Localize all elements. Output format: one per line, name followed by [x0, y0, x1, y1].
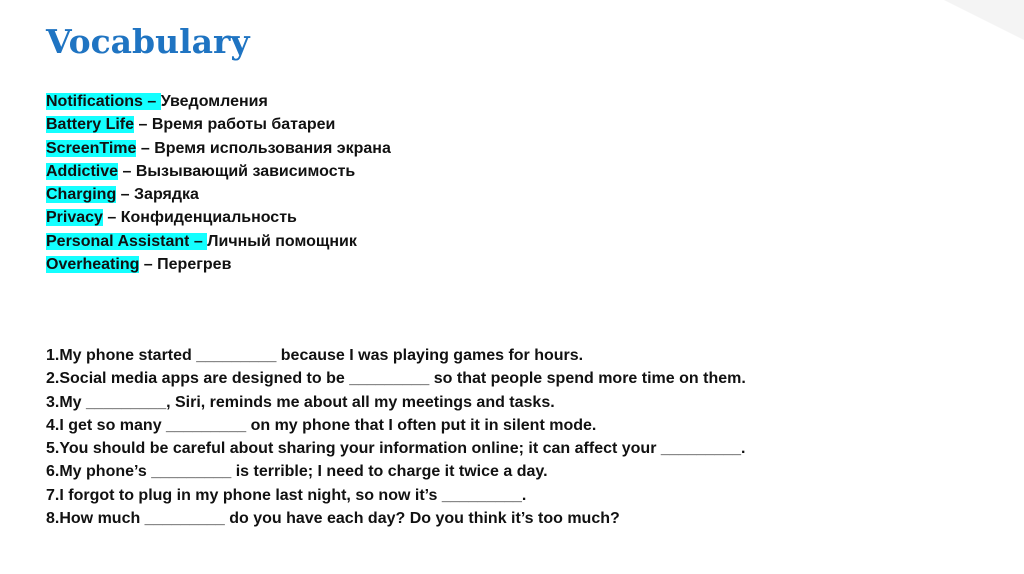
vocab-dash: – [136, 139, 155, 157]
vocab-term: Battery Life [46, 116, 135, 134]
vocab-dash: – [139, 256, 158, 274]
vocab-term: ScreenTime [46, 139, 137, 157]
vocab-term: Notifications [46, 93, 143, 110]
vocab-dash: – [102, 209, 121, 227]
vocab-item [46, 90, 391, 113]
exercise-list [46, 344, 746, 530]
exercise-item: 6.My phone’s _________ is terrible; I need to charge it twice a day. [46, 463, 548, 481]
exercise-item: 2.Social media apps are designed to be _________ so that people spend more time on them. [46, 370, 746, 388]
exercise-item: 1.My phone started _________ because I was playing games for hours. [46, 347, 584, 364]
vocab-translation: Конфиденциальность [120, 209, 297, 227]
vocab-translation: Время использования экрана [154, 139, 391, 157]
vocab-term: Charging [46, 186, 117, 204]
vocab-translation: Вызывающий зависимость [135, 162, 356, 180]
vocab-item [46, 137, 391, 160]
vocab-translation: Уведомления [160, 93, 268, 110]
vocab-item [46, 183, 391, 206]
vocab-dash: – [142, 93, 161, 110]
vocabulary-list [46, 90, 391, 276]
corner-decoration [944, 0, 1024, 40]
vocab-dash: – [116, 186, 135, 204]
vocab-translation: Время работы батареи [151, 116, 336, 134]
vocab-item [46, 160, 391, 183]
exercise-item: 8.How much _________ do you have each day? Do you think it’s too much? [46, 510, 620, 528]
vocab-translation: Личный помощник [207, 232, 357, 250]
vocab-translation: Зарядка [134, 186, 199, 204]
vocab-term: Addictive [46, 162, 119, 180]
vocab-term: Overheating [46, 256, 140, 274]
vocab-translation: Перегрев [157, 256, 232, 274]
vocab-item [46, 230, 391, 253]
vocab-term: Personal Assistant [46, 232, 190, 250]
exercise-item: 3.My _________, Siri, reminds me about all my meetings and tasks. [46, 393, 555, 411]
exercise-item: 4.I get so many _________ on my phone that I often put it in silent mode. [46, 416, 597, 434]
vocab-term: Privacy [46, 209, 103, 227]
vocab-dash: – [118, 162, 136, 180]
vocab-dash: – [189, 232, 208, 250]
exercise-item: 7.I forgot to plug in my phone last night, so now it’s _________. [46, 486, 527, 504]
vocab-item [46, 253, 391, 276]
vocab-item [46, 113, 391, 136]
exercise-item: 5.You should be careful about sharing your information online; it can affect your _________. [46, 440, 746, 458]
slide-title: Vocabulary [46, 22, 250, 61]
vocab-dash: – [134, 116, 152, 134]
vocab-item [46, 206, 391, 229]
